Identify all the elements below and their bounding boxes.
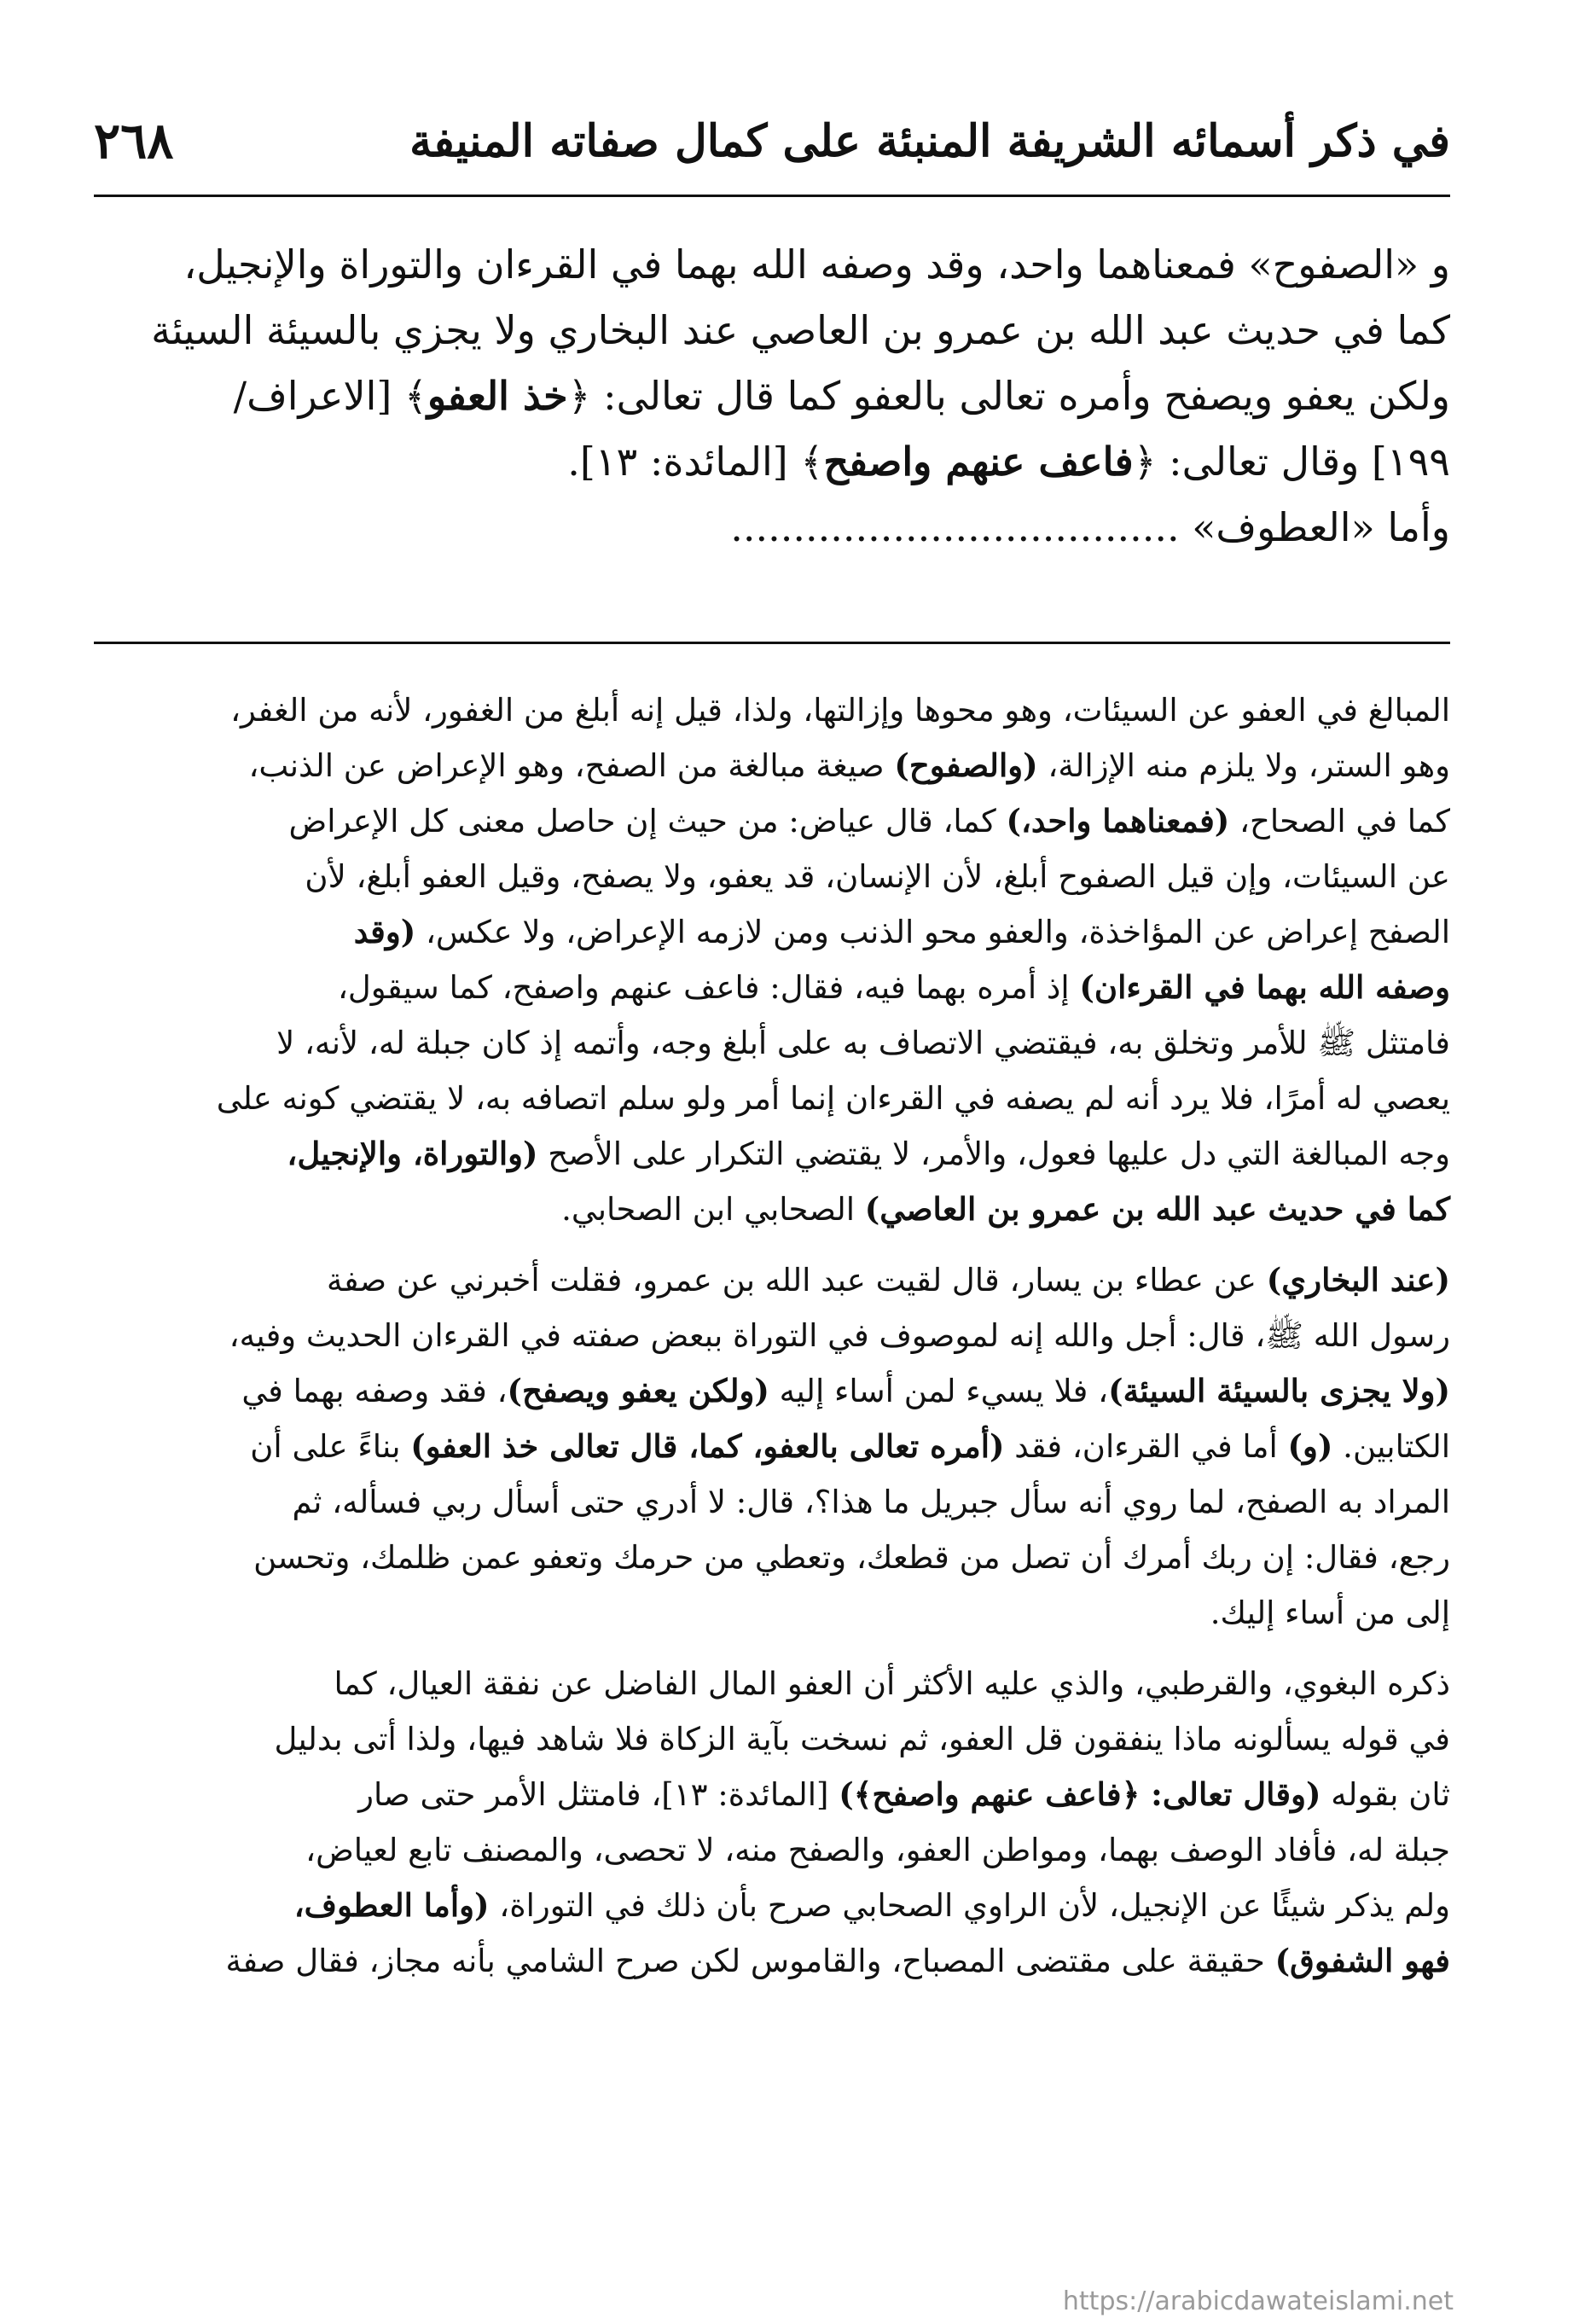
quoted-matn: (فمعناهما واحد،) — [1006, 802, 1230, 840]
quran-quote: خذ العفو — [427, 373, 568, 419]
commentary-line — [94, 904, 1450, 960]
commentary-line — [94, 738, 1450, 793]
commentary-line: إلى من أساء إليك. — [1210, 1595, 1450, 1631]
quoted-matn: (وقد — [353, 913, 416, 950]
commentary-line — [94, 1878, 1450, 1933]
quoted-matn: (ولكن يعفو ويصفح) — [507, 1372, 769, 1409]
commentary-line — [94, 1252, 1450, 1308]
commentary-line — [94, 1933, 1450, 1989]
quoted-matn: (أمره تعالى بالعفو، كما، قال تعالى خذ العفو) — [410, 1427, 1005, 1465]
commentary-line — [94, 1767, 1450, 1822]
quoted-matn: وصفه الله بهما في القرءان) — [1079, 968, 1450, 1006]
text-run: ١٩٩] وقال تعالى: ﴿ — [1133, 439, 1450, 485]
text-run: كما في الصحاح، — [1229, 803, 1450, 840]
text-run: الكتابين. — [1332, 1428, 1450, 1465]
text-run: أما في القرءان، فقد — [1004, 1428, 1288, 1465]
text-run: ﴾ [المائدة: ١٣]. — [567, 439, 824, 485]
commentary-line — [94, 1126, 1450, 1182]
quoted-matn: (والتوراة، والإنجيل، — [287, 1135, 538, 1172]
main-text-line: وأما «العطوف» .................................... — [730, 504, 1450, 550]
commentary-line: ذكره البغوي، والقرطبي، والذي عليه الأكثر أن العفو المال الفاضل عن نفقة العيال، كما — [334, 1665, 1450, 1702]
main-text-line: و «الصفوح» فمعناهما واحد، وقد وصفه الله بهما في القرءان والتوراة والإنجيل، — [183, 241, 1450, 288]
commentary-line — [94, 1419, 1450, 1474]
watermark-url: https://arabicdawateislami.net — [1062, 2286, 1454, 2316]
text-run: وجه المبالغة التي دل عليها فعول، والأمر، لا يقتضي التكرار على الأصح — [537, 1136, 1450, 1172]
commentary-line — [94, 1182, 1450, 1237]
main-text-line — [94, 429, 1450, 495]
quoted-matn: (وقال تعالى: ﴿فاعف عنهم واصفح﴾) — [839, 1775, 1321, 1813]
commentary-line: في قوله يسألونه ماذا ينفقون قل العفو، ثم نسخت بآية الزكاة فلا شاهد فيها، ولذا أتى بدليل — [274, 1721, 1450, 1758]
text-run: صيغة مبالغة من الصفح، وهو الإعراض عن الذنب، — [248, 747, 895, 784]
commentary-line: المبالغ في العفو عن السيئات، وهو محوها وإزالتها، ولذا، قيل إنه أبلغ من الغفور، لأنه من الغفر، — [230, 692, 1450, 729]
text-run: الصحابي ابن الصحابي. — [561, 1191, 865, 1228]
commentary-line — [94, 1363, 1450, 1419]
text-run: حقيقة على مقتضى المصباح، والقاموس لكن صرح الشامي بأنه مجاز، فقال صفة — [225, 1943, 1275, 1979]
quoted-matn: (والصفوح) — [894, 747, 1038, 784]
commentary-line: المراد به الصفح، لما روي أنه سأل جبريل ما هذا؟، قال: لا أدري حتى أسأل ربي فسأله، ثم — [292, 1484, 1450, 1520]
text-run: بناءً على أن — [250, 1428, 411, 1465]
commentary-line: يعصي له أمرًا، فلا يرد أنه لم يصفه في القرءان إنما أمر ولو سلم اتصافه به، لا يقتضي كونه على — [216, 1080, 1450, 1117]
text-run: ، فلا يسيء لمن أساء إليه — [769, 1373, 1109, 1409]
text-run: ولم يذكر شيئًا عن الإنجيل، لأن الراوي الصحابي صرح بأن ذلك في التوراة، — [489, 1887, 1450, 1924]
text-run: إذ أمره بهما فيه، فقال: فاعف عنهم واصفح، كما سيقول، — [337, 969, 1080, 1006]
quoted-matn: (عند البخاري) — [1266, 1261, 1450, 1299]
text-run: كما، قال عياض: من حيث إن حاصل معنى كل الإعراض — [288, 803, 1007, 840]
commentary-text — [94, 683, 1450, 1989]
commentary-line — [94, 793, 1450, 849]
page-number: ٢٦٨ — [94, 112, 174, 170]
section-rule — [94, 642, 1450, 644]
commentary-line: جبلة له، فأفاد الوصف بهما، ومواطن العفو، والصفح منه، لا تحصى، والمصنف تابع لعياض، — [305, 1832, 1450, 1868]
text-run: ثان بقوله — [1321, 1776, 1450, 1813]
text-run: ولكن يعفو ويصفح وأمره تعالى بالعفو كما قال تعالى: ﴿ — [567, 373, 1450, 419]
page-header — [94, 102, 1450, 179]
commentary-line: فامتثل ﷺ للأمر وتخلق به، فيقتضي الاتصاف به على أبلغ وجه، وأتمه إذ كان جبلة له، لأنه، لا — [276, 1025, 1450, 1061]
commentary-line: رسول الله ﷺ، قال: أجل والله إنه لموصوف في التوراة ببعض صفته في القرءان الحديث وفيه، — [229, 1317, 1450, 1354]
quoted-matn: (وأما العطوف، — [293, 1886, 490, 1924]
text-run: ﴾ [الاعراف/ — [233, 373, 427, 419]
quoted-matn: (ولا يجزى بالسيئة السيئة) — [1108, 1372, 1450, 1409]
text-run: عن عطاء بن يسار، قال لقيت عبد الله بن عمرو، فقلت أخبرني عن صفة — [327, 1262, 1267, 1299]
text-run: [المائدة: ١٣]، فامتثل الأمر حتى صار — [358, 1776, 839, 1813]
main-text-line — [94, 363, 1450, 429]
main-text — [94, 232, 1450, 561]
quoted-matn: كما في حديث عبد الله بن عمرو بن العاصي) — [864, 1190, 1450, 1228]
text-run: الصفح إعراض عن المؤاخذة، والعفو محو الذنب ومن لازمه الإعراض، ولا عكس، — [415, 914, 1450, 950]
quoted-matn: (و) — [1287, 1427, 1333, 1465]
main-text-line: كما في حديث عبد الله بن عمرو بن العاصي عند البخاري ولا يجزي بالسيئة السيئة — [151, 307, 1450, 353]
running-title: في ذكر أسمائه الشريفة المنبئة على كمال صفاته المنيفة — [409, 114, 1450, 167]
commentary-line: رجع، فقال: إن ربك أمرك أن تصل من قطعك، وتعطي من حرمك وتعفو عمن ظلمك، وتحسن — [253, 1539, 1450, 1576]
text-run: وهو الستر، ولا يلزم منه الإزالة، — [1037, 747, 1450, 784]
header-rule — [94, 195, 1450, 197]
text-run: ، فقد وصفه بهما في — [241, 1373, 508, 1409]
commentary-line — [94, 960, 1450, 1015]
commentary-line: عن السيئات، وإن قيل الصفوح أبلغ، لأن الإنسان، قد يعفو، ولا يصفح، وقيل العفو أبلغ، لأن — [305, 858, 1450, 895]
quran-quote: فاعف عنهم واصفح — [823, 439, 1134, 485]
quoted-matn: فهو الشفوق) — [1274, 1942, 1450, 1979]
